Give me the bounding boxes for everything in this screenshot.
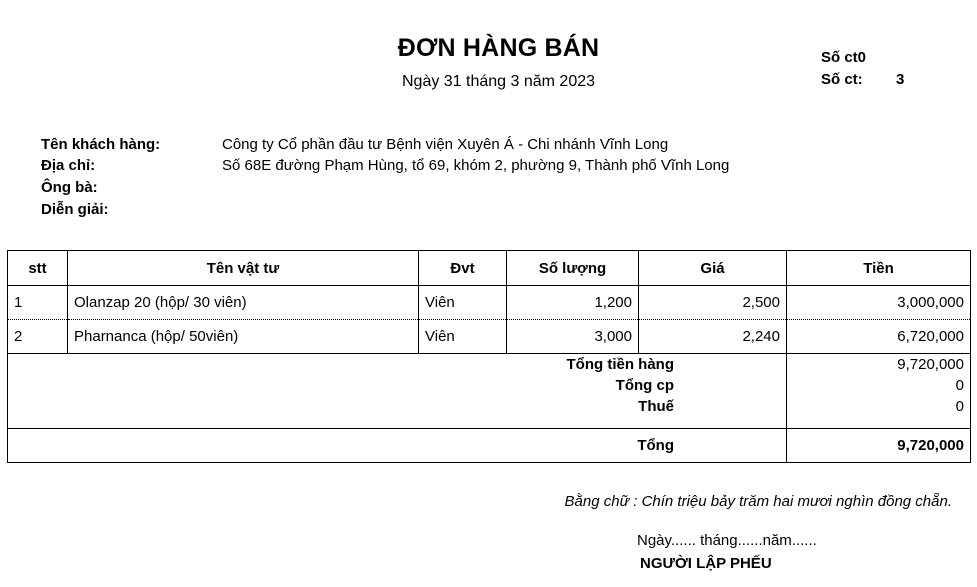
grand-total-label: Tổng — [637, 437, 674, 454]
address-label: Địa chỉ: — [41, 157, 96, 174]
tax-label: Thuế — [638, 398, 674, 415]
goods-total-label: Tổng tiền hàng — [566, 356, 674, 373]
grand-total-label-cell — [8, 429, 787, 463]
cost-total-value: 0 — [955, 377, 964, 394]
table-header-row — [8, 251, 971, 286]
so-ct0-label: Số ct0 — [821, 49, 867, 66]
column-header-price: Giá — [639, 251, 787, 286]
column-header-amount: Tiền — [787, 251, 971, 286]
row-qty: 1,200 — [507, 286, 639, 320]
document-title: ĐƠN HÀNG BÁN — [397, 34, 600, 62]
cost-total-label: Tổng cp — [615, 377, 674, 394]
contact-label: Ông bà: — [41, 179, 98, 196]
column-header-unit: Đvt — [419, 251, 507, 286]
row-unit: Viên — [419, 286, 507, 320]
tax-value: 0 — [955, 398, 964, 415]
goods-total-value: 9,720,000 — [897, 356, 964, 373]
summary-values-cell — [787, 354, 971, 429]
so-ct-value: 3 — [896, 71, 905, 88]
row-price: 2,500 — [639, 286, 787, 320]
row-stt: 2 — [8, 320, 68, 354]
row-stt: 1 — [8, 286, 68, 320]
row-price: 2,240 — [639, 320, 787, 354]
table-row — [8, 320, 971, 354]
column-header-name: Tên vật tư — [68, 251, 419, 286]
column-header-qty: Số lượng — [507, 251, 639, 286]
summary-row — [8, 354, 971, 429]
customer-name-value: Công ty Cổ phần đầu tư Bệnh viện Xuyên Á - Chi nhánh Vĩnh Long — [222, 136, 669, 153]
document-date: Ngày 31 tháng 3 năm 2023 — [401, 73, 596, 90]
signer-title: NGƯỜI LẬP PHẾU — [640, 555, 772, 572]
summary-labels-cell — [8, 354, 787, 429]
row-item-name: Olanzap 20 (hộp/ 30 viên) — [68, 286, 419, 320]
grand-total-row — [8, 429, 971, 463]
row-amount: 3,000,000 — [787, 286, 971, 320]
row-unit: Viên — [419, 320, 507, 354]
order-items-table — [7, 250, 971, 463]
row-qty: 3,000 — [507, 320, 639, 354]
amount-in-words: Bằng chữ : Chín triệu bảy trăm hai mươi nghìn đồng chẵn. — [564, 493, 952, 510]
column-header-stt: stt — [8, 251, 68, 286]
customer-name-label: Tên khách hàng: — [41, 136, 161, 153]
row-item-name: Pharnanca (hộp/ 50viên) — [68, 320, 419, 354]
address-value: Số 68E đường Phạm Hùng, tổ 69, khóm 2, phường 9, Thành phố Vĩnh Long — [222, 157, 730, 174]
row-amount: 6,720,000 — [787, 320, 971, 354]
so-ct-label: Số ct: — [821, 71, 863, 88]
note-label: Diễn giải: — [41, 201, 109, 218]
signature-date-blank: Ngày...... tháng......năm...... — [637, 532, 817, 549]
grand-total-value: 9,720,000 — [787, 429, 971, 463]
table-row — [8, 286, 971, 320]
